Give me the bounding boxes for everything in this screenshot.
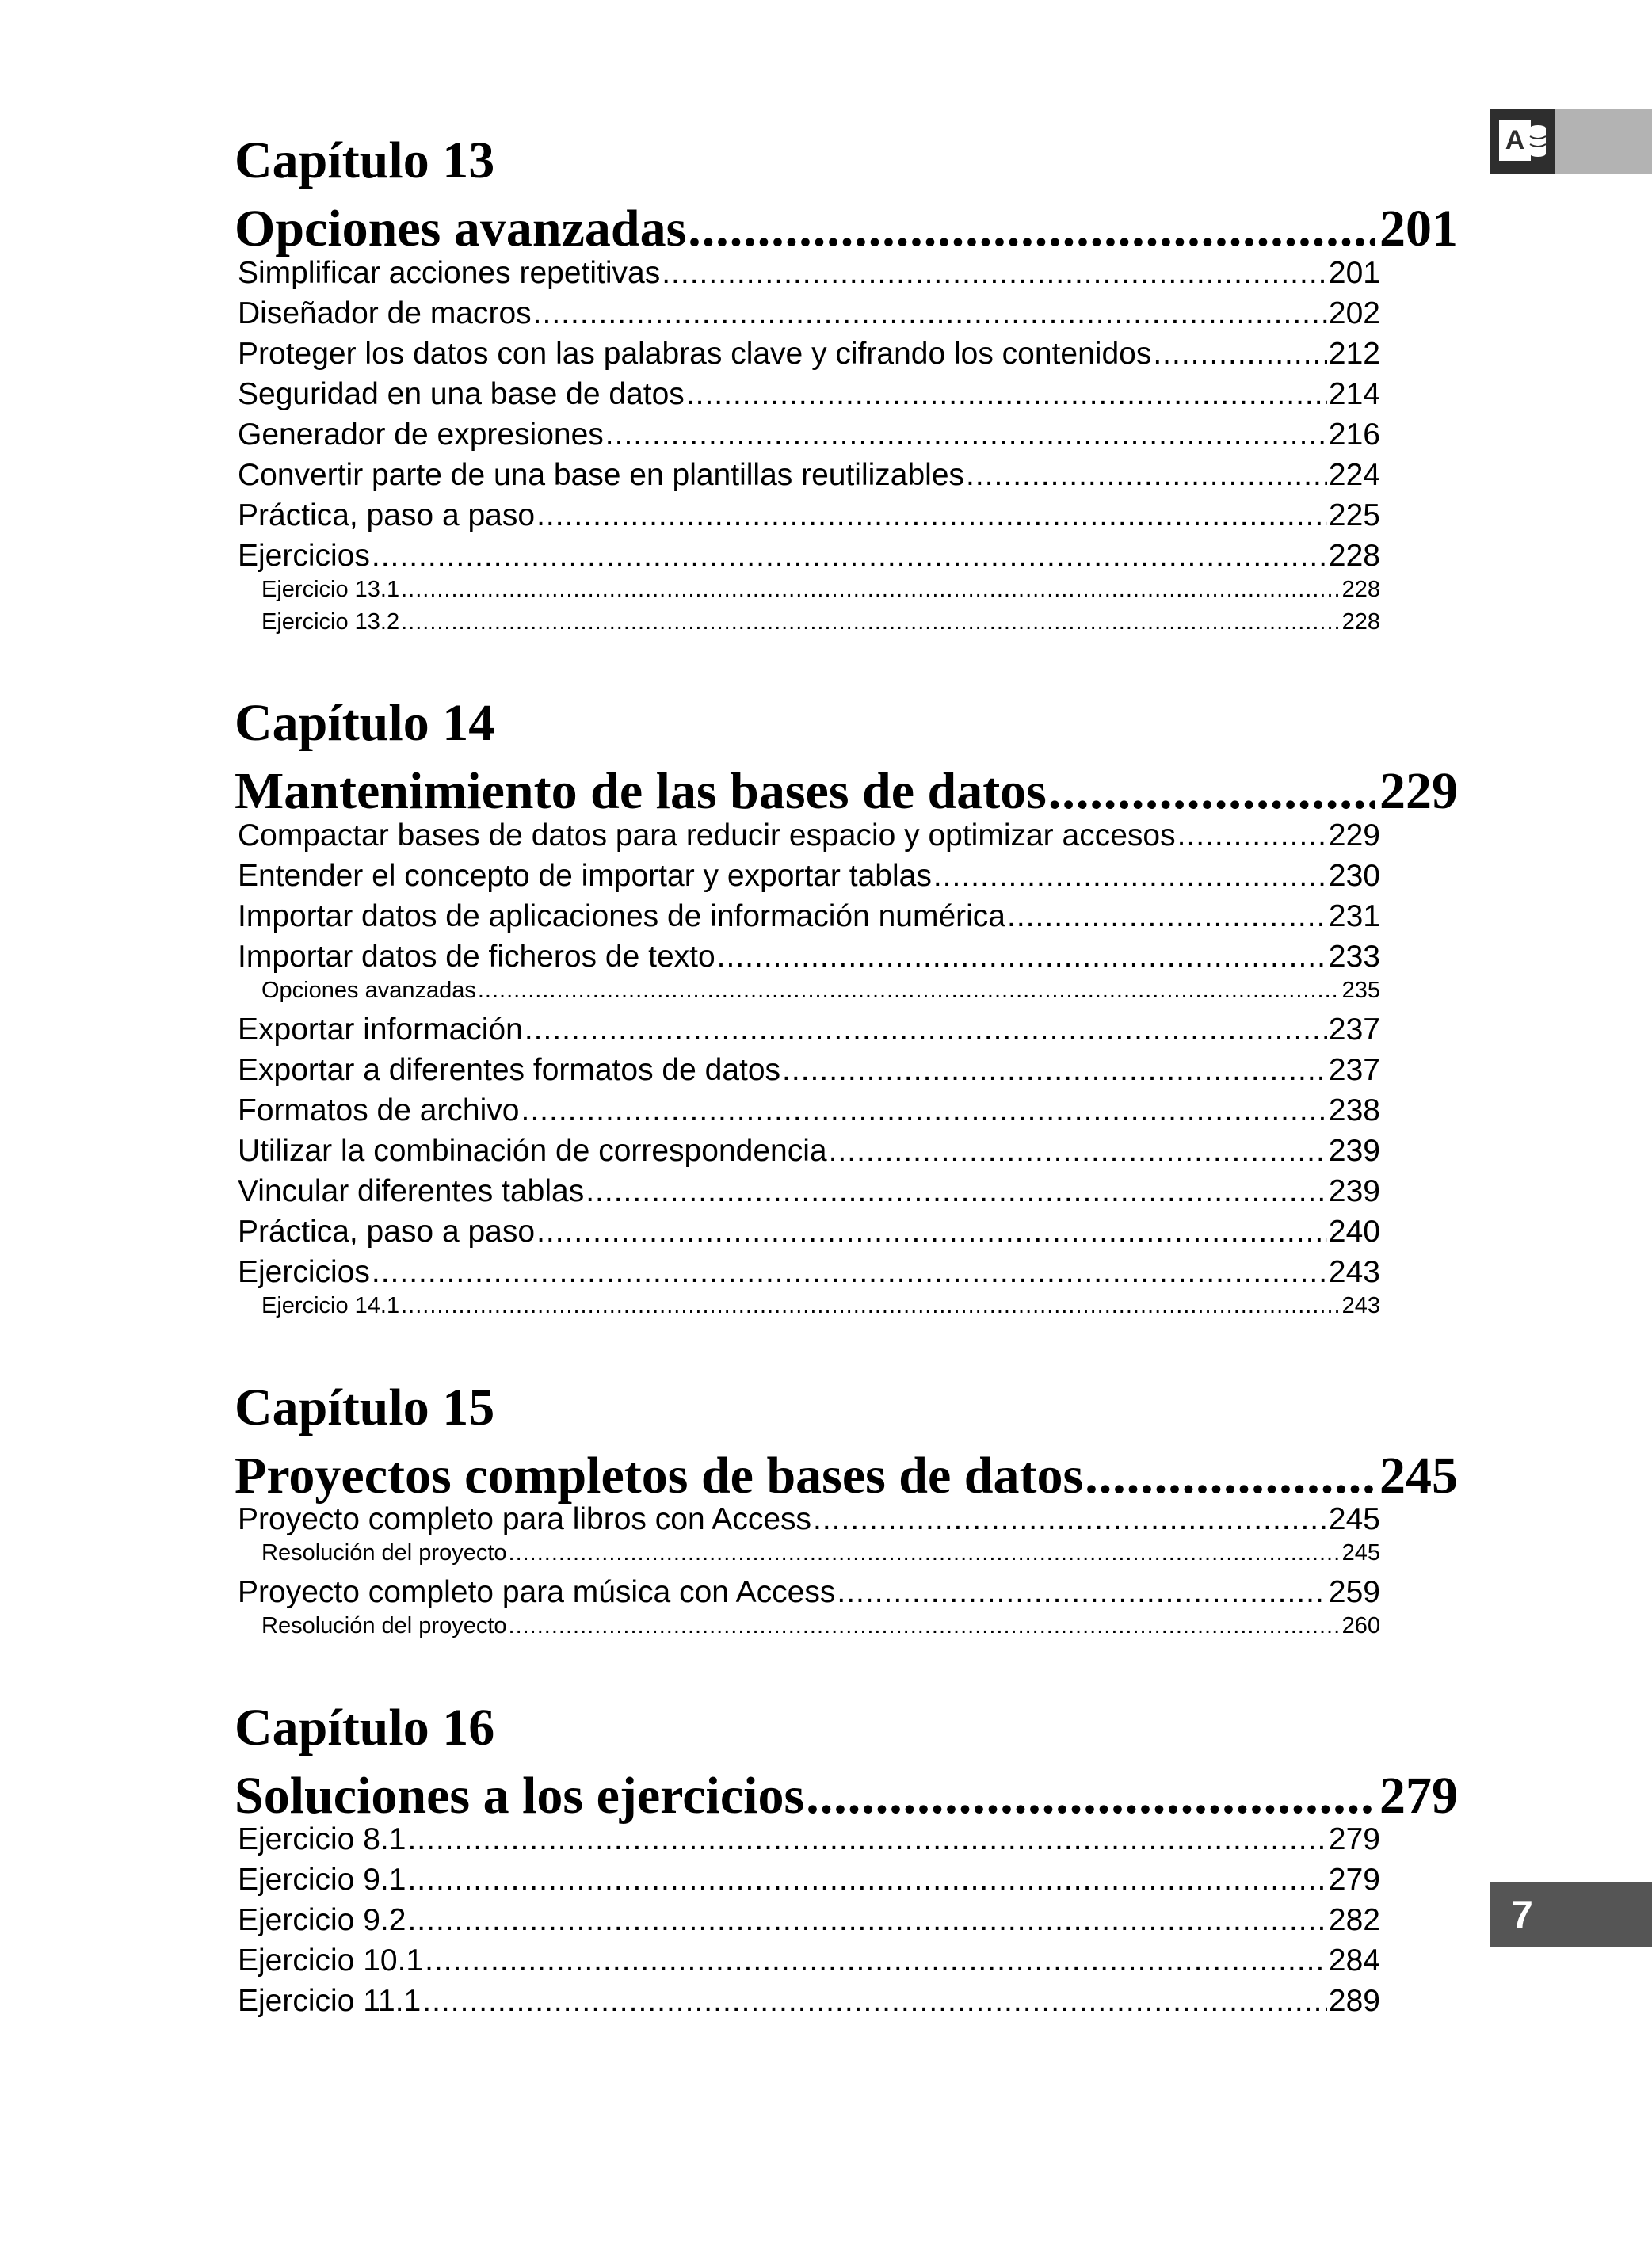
chapter-label: Capítulo 14 [235,694,495,752]
dot-leader [966,456,1327,495]
entry-page: 245 [1328,1502,1380,1536]
toc-entry [238,897,1380,936]
entry-title: Formatos de archivo [238,1093,520,1127]
toc-subentry [261,975,1380,1006]
entry-title: Proteger los datos con las palabras clave y cifrando los contenidos [238,337,1152,371]
toc-entry [238,415,1380,455]
entry-page: 214 [1328,377,1380,411]
entry-page: 284 [1328,1943,1380,1978]
toc-entry [238,375,1380,414]
chapter-title-text: Soluciones a los ejercicios [235,1767,805,1825]
dot-leader [829,1131,1327,1171]
dot-leader [407,1860,1326,1900]
dot-leader [509,1537,1341,1569]
entry-title: Opciones avanzadas [261,978,476,1003]
entry-page: 259 [1328,1575,1380,1609]
entry-page: 201 [1328,256,1380,290]
entry-title: Resolución del proyecto [261,1540,507,1566]
dot-leader [1007,897,1327,936]
entry-page: 229 [1328,818,1380,853]
dot-leader [686,375,1327,414]
entry-page: 279 [1328,1863,1380,1897]
dot-leader [933,856,1327,896]
dot-leader [1085,1444,1375,1509]
dot-leader [536,496,1327,536]
dot-leader [717,937,1327,977]
dot-leader [372,1253,1327,1292]
toc-subentry [261,574,1380,605]
entry-title: Importar datos de aplicaciones de información numérica [238,899,1006,933]
entry-page: 243 [1341,1293,1380,1318]
dot-leader [782,1051,1327,1090]
toc-entry [238,1860,1380,1900]
dot-leader [1153,334,1327,374]
toc-entry [238,496,1380,536]
dot-leader [688,196,1375,261]
toc-entry [238,294,1380,334]
chapter-title-text: Proyectos completos de bases de datos [235,1447,1084,1505]
entry-title: Seguridad en una base de datos [238,377,685,411]
dot-leader [586,1172,1327,1211]
entry-page: 239 [1328,1134,1380,1168]
dot-leader [401,606,1341,638]
entry-page: 240 [1328,1215,1380,1249]
entry-title: Simplificar acciones repetitivas [238,256,661,290]
toc-entry [238,937,1380,977]
chapter-title [235,1764,1458,1829]
entry-title: Entender el concepto de importar y exportar tablas [238,859,932,893]
toc-subentry [261,1610,1380,1642]
entry-title: Ejercicio 13.1 [261,577,400,602]
toc-entry [238,1091,1380,1131]
entry-title: Diseñador de macros [238,296,532,330]
dot-leader [662,254,1327,293]
entry-page: 237 [1328,1013,1380,1047]
entry-page: 239 [1328,1174,1380,1208]
entry-page: 216 [1328,418,1380,452]
toc-entry [238,1212,1380,1252]
entry-title: Resolución del proyecto [261,1613,507,1638]
entry-title: Ejercicio 9.2 [238,1903,406,1937]
toc-entry [238,456,1380,495]
entry-title: Ejercicio 11.1 [238,1984,422,2018]
entry-title: Generador de expresiones [238,418,604,452]
toc-entry [238,856,1380,896]
entry-title: Ejercicio 8.1 [238,1822,406,1856]
entry-title: Proyecto completo para libros con Access [238,1502,812,1536]
chapter-title [235,196,1458,261]
chapter-label: Capítulo 15 [235,1379,495,1436]
entry-title: Utilizar la combinación de correspondencia [238,1134,827,1168]
dot-leader [372,536,1327,576]
entry-title: Ejercicios [238,1255,370,1289]
toc-subentry [261,606,1380,638]
entry-page: 289 [1328,1984,1380,2018]
dot-leader [525,1010,1327,1050]
entry-page: 233 [1328,940,1380,974]
dot-leader [407,1901,1326,1940]
page-number: 7 [1511,1893,1533,1937]
dot-leader [422,1982,1327,2021]
toc-entry [238,1820,1380,1860]
dot-leader [806,1764,1375,1829]
entry-page: 228 [1328,539,1380,573]
entry-title: Ejercicio 10.1 [238,1943,424,1978]
dot-leader [425,1941,1327,1981]
toc-subentry [261,1537,1380,1569]
entry-page: 228 [1341,609,1380,635]
entry-title: Ejercicios [238,539,370,573]
entry-title: Ejercicio 13.2 [261,609,400,635]
entry-title: Proyecto completo para música con Access [238,1575,836,1609]
entry-title: Ejercicio 14.1 [261,1293,400,1318]
chapter-title [235,1444,1458,1509]
toc-entry [238,1573,1380,1612]
chapter-page: 279 [1379,1767,1458,1825]
entry-page: 279 [1328,1822,1380,1856]
chapter-label: Capítulo 13 [235,132,495,189]
toc-entry [238,816,1380,856]
entry-title: Importar datos de ficheros de texto [238,940,715,974]
entry-page: 245 [1341,1540,1380,1566]
entry-page: 230 [1328,859,1380,893]
chapter-page: 229 [1379,762,1458,820]
entry-title: Práctica, paso a paso [238,498,536,532]
entry-title: Práctica, paso a paso [238,1215,536,1249]
chapter-title [235,759,1458,824]
toc-entry [238,334,1380,374]
dot-leader [521,1091,1326,1131]
entry-title: Exportar a diferentes formatos de datos [238,1053,781,1087]
entry-title: Exportar información [238,1013,523,1047]
dot-leader [1048,759,1375,824]
dot-leader [837,1573,1327,1612]
entry-page: 202 [1328,296,1380,330]
entry-page: 243 [1328,1255,1380,1289]
dot-leader [401,1290,1341,1322]
toc-entry [238,1010,1380,1050]
entry-title: Vincular diferentes tablas [238,1174,585,1208]
toc-entry [238,1941,1380,1981]
toc-entry [238,254,1380,293]
dot-leader [407,1820,1326,1860]
chapter-title-text: Mantenimiento de las bases de datos [235,762,1047,820]
entry-page: 235 [1341,978,1380,1003]
toc-subentry [261,1290,1380,1322]
entry-page: 212 [1328,337,1380,371]
toc-entry [238,1982,1380,2021]
entry-page: 238 [1328,1093,1380,1127]
entry-page: 225 [1328,498,1380,532]
dot-leader [1177,816,1327,856]
dot-leader [509,1610,1341,1642]
entry-title: Compactar bases de datos para reducir espacio y optimizar accesos [238,818,1176,853]
chapter-page: 245 [1379,1447,1458,1505]
dot-leader [605,415,1327,455]
dot-leader [533,294,1327,334]
toc-entry [238,1901,1380,1940]
toc-entry [238,1500,1380,1539]
entry-title: Convertir parte de una base en plantillas reutilizables [238,458,965,492]
chapter-page: 201 [1379,200,1458,257]
entry-title: Ejercicio 9.1 [238,1863,406,1897]
entry-page: 260 [1341,1613,1380,1638]
toc-entry [238,1172,1380,1211]
toc-entry [238,1051,1380,1090]
dot-leader [478,975,1341,1006]
entry-page: 231 [1328,899,1380,933]
entry-page: 228 [1341,577,1380,602]
entry-page: 224 [1328,458,1380,492]
dot-leader [536,1212,1327,1252]
toc-entry [238,1131,1380,1171]
entry-page: 282 [1328,1903,1380,1937]
app-letter-icon: A [1499,120,1531,161]
chapter-title-text: Opciones avanzadas [235,200,687,257]
entry-page: 237 [1328,1053,1380,1087]
dot-leader [401,574,1341,605]
dot-leader [813,1500,1327,1539]
toc-entry [238,1253,1380,1292]
toc-entry [238,536,1380,576]
chapter-label: Capítulo 16 [235,1699,495,1757]
